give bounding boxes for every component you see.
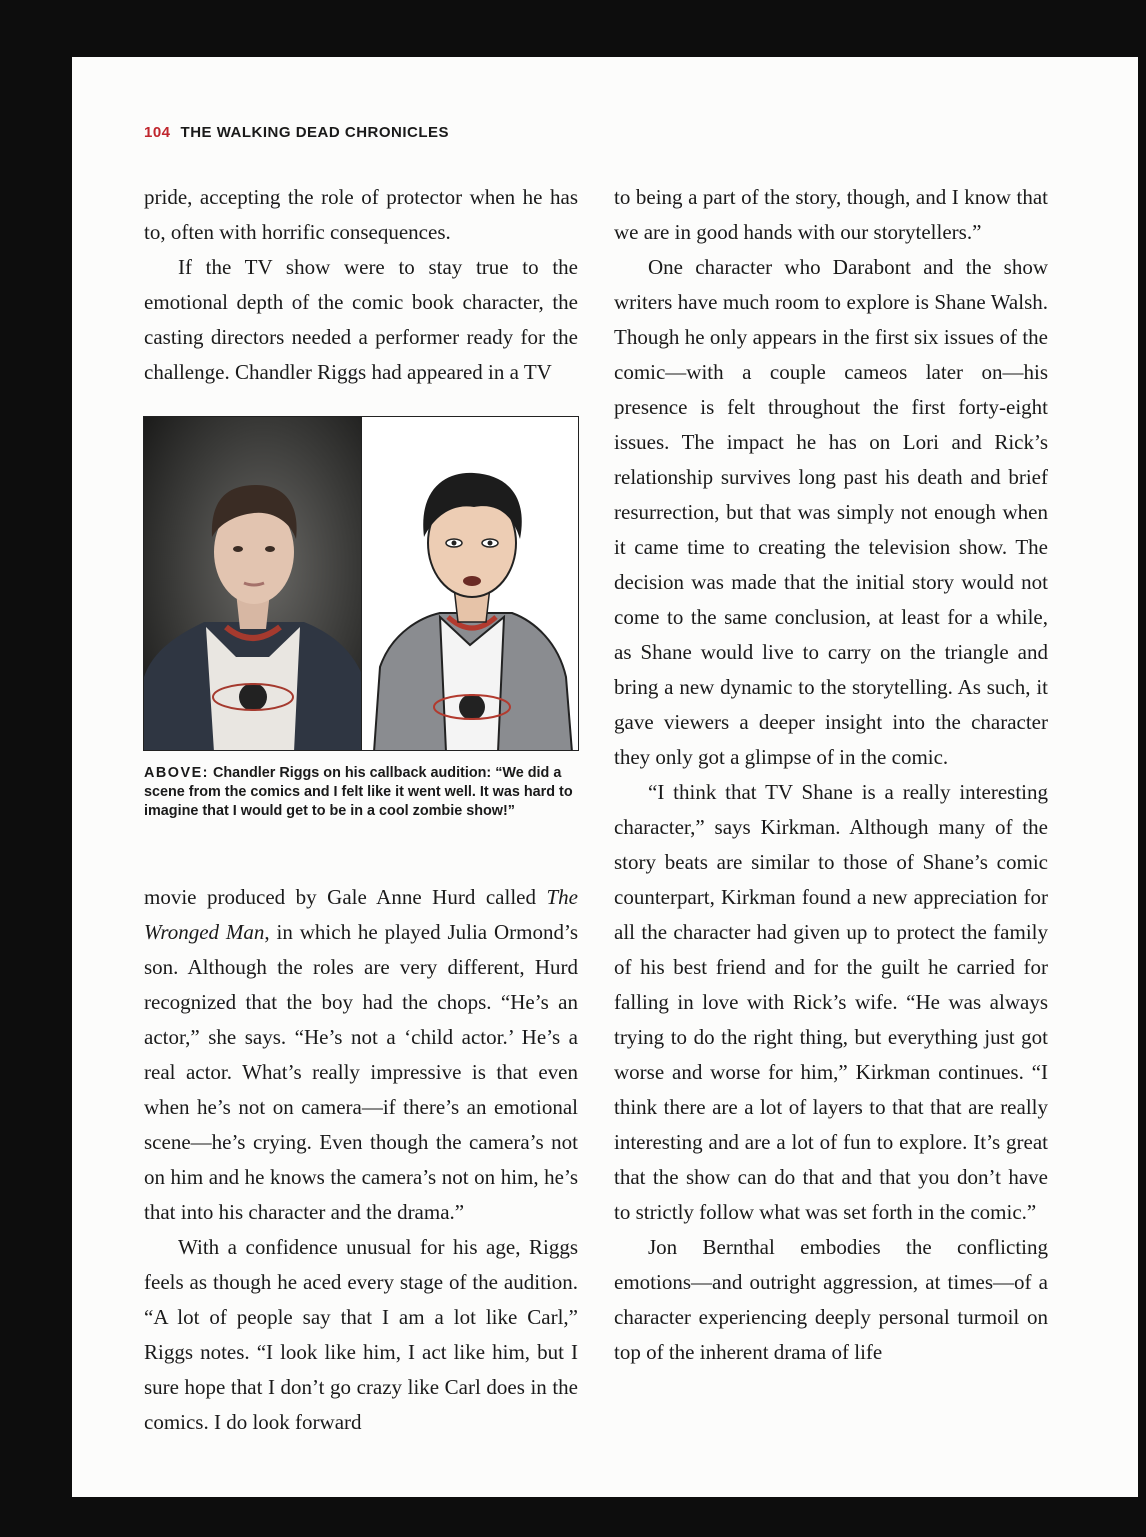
paragraph-text: , in which he played Julia Ormond’s son. Although the roles are very different, Hurd recognized that the boy had the chops. “He’s an actor,” she says. “He’s not a ‘child actor.’ He’s a real actor. What’s really impressive is that even when he’s not on camera—if there’s an emotional scene—he’s crying. Even though the camera’s not on him and he knows the camera’s not on him, he’s that into his character and the drama.” xyxy=(144,920,578,1224)
paragraph xyxy=(144,880,578,1230)
caption-lead: ABOVE: xyxy=(144,765,209,781)
book-title: THE WALKING DEAD CHRONICLES xyxy=(180,124,450,141)
column-right xyxy=(614,180,1048,1370)
page-number: 104 xyxy=(144,124,171,141)
paragraph: “I think that TV Shane is a really interesting character,” says Kirkman. Although many of the story beats are similar to those of Shane’s comic counterpart, Kirkman found a new appreciation for all the character had given up to protect the family of his best friend and for the guilt he carried for falling in love with Rick’s wife. “He was always trying to do the right thing, but everything just got worse and worse for him,” Kirkman continues. “I think there are a lot of layers to that that are really interesting and are a lot of fun to explore. It’s great that the show can do that and that you don’t have to strictly follow what was set forth in the comic.” xyxy=(614,780,1048,1224)
actor-photo xyxy=(144,417,361,750)
paragraph: to being a part of the story, though, and I know that we are in good hands with our storytellers.” xyxy=(614,185,1048,244)
column-left-top xyxy=(144,180,578,390)
running-header xyxy=(144,124,449,141)
figure-image xyxy=(143,416,579,751)
paragraph: If the TV show were to stay true to the emotional depth of the comic book character, the casting directors needed a performer ready for the challenge. Chandler Riggs had appeared in a TV xyxy=(144,255,578,384)
paragraph-text: movie produced by Gale Anne Hurd called xyxy=(144,885,547,909)
figure-caption xyxy=(144,764,580,821)
film-title: The Wronged Man xyxy=(144,885,578,944)
comic-illustration xyxy=(361,417,579,750)
paragraph: Jon Bernthal embodies the conflicting emotions—and outright aggression, at times—of a character experiencing deeply personal turmoil on top of the inherent drama of life xyxy=(614,1235,1048,1364)
paragraph: With a confidence unusual for his age, Riggs feels as though he aced every stage of the audition. “A lot of people say that I am a lot like Carl,” Riggs notes. “I look like him, I act like him, but I sure hope that I don’t go crazy like Carl does in the comics. I do look forward xyxy=(144,1235,578,1434)
paragraph: One character who Darabont and the show writers have much room to explore is Shane Walsh. Though he only appears in the first six issues of the comic—with a couple cameos later on—his presence is felt throughout the first forty-eight issues. The impact he has on Lori and Rick’s relationship survives long past his death and brief resurrection, but that was simply not enough when it came time to creating the television show. The decision was made that the initial story would not come to the same conclusion, at least for a while, as Shane would live to carry on the triangle and bring a new dynamic to the storytelling. As such, it gave viewers a deeper insight into the character they only got a glimpse of in the comic. xyxy=(614,255,1048,769)
paragraph: pride, accepting the role of protector when he has to, often with horrific consequences. xyxy=(144,185,578,244)
column-left-bottom xyxy=(144,880,578,1440)
caption-text: Chandler Riggs on his callback audition: “We did a scene from the comics and I felt like it went well. It was hard to imagine that I would get to be in a cool zombie show!” xyxy=(144,765,573,819)
